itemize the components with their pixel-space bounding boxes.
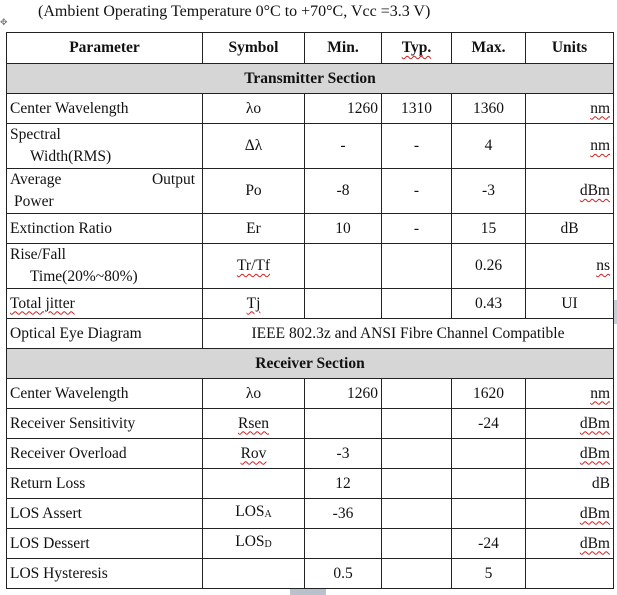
param-cell: Return Loss	[7, 469, 203, 499]
table-resize-handle[interactable]	[290, 589, 326, 595]
table-row	[7, 559, 614, 589]
max-cell	[452, 499, 526, 529]
typ-cell	[382, 529, 452, 559]
max-cell: 5	[452, 559, 526, 589]
max-cell: 1360	[452, 94, 526, 124]
symbol-cell: λo	[203, 379, 305, 409]
symbol-cell	[203, 559, 305, 589]
typ-cell: 1310	[382, 94, 452, 124]
header-min: Min.	[305, 33, 382, 64]
typ-cell: -	[382, 214, 452, 244]
table-row	[7, 244, 614, 289]
section-row-transmitter	[7, 64, 614, 94]
param-line-2: Width(RMS)	[30, 148, 112, 165]
param-cell: Center Wavelength	[7, 379, 203, 409]
symbol-cell: $LOS_A$	[203, 499, 305, 529]
section-title-transmitter: Transmitter Section	[7, 64, 614, 94]
min-cell: 12	[305, 469, 382, 499]
unit-cell: dB	[526, 469, 614, 499]
param-cell	[7, 169, 203, 214]
max-cell	[452, 439, 526, 469]
header-units: Units	[526, 33, 614, 64]
typ-cell	[382, 244, 452, 289]
typ-cell: -	[382, 169, 452, 214]
param-line-2: Power	[14, 193, 54, 210]
table-row	[7, 124, 614, 169]
min-cell: -3	[305, 439, 382, 469]
typ-cell	[382, 469, 452, 499]
max-cell: 4	[452, 124, 526, 169]
table-row	[7, 94, 614, 124]
max-cell: -24	[452, 409, 526, 439]
unit-cell: dBm	[526, 409, 614, 439]
max-cell: 15	[452, 214, 526, 244]
param-cell: Extinction Ratio	[7, 214, 203, 244]
symbol-cell: λo	[203, 94, 305, 124]
symbol-cell: Rsen	[203, 409, 305, 439]
param-cell	[7, 124, 203, 169]
unit-cell: nm	[526, 124, 614, 169]
symbol-cell: Tr/Tf	[203, 244, 305, 289]
param-line-2: Time(20%~80%)	[30, 268, 138, 285]
param-cell: Center Wavelength	[7, 94, 203, 124]
param-cell: Receiver Overload	[7, 439, 203, 469]
symbol-cell: Rov	[203, 439, 305, 469]
section-row-receiver	[7, 349, 614, 379]
min-cell: -8	[305, 169, 382, 214]
max-cell	[452, 469, 526, 499]
symbol-cell: $LOS_D$	[203, 529, 305, 559]
table-row	[7, 499, 614, 529]
table-row	[7, 319, 614, 349]
unit-cell: UI	[526, 289, 614, 319]
table-row	[7, 214, 614, 244]
param-cell: Optical Eye Diagram	[7, 319, 203, 349]
max-cell: -3	[452, 169, 526, 214]
typ-cell	[382, 409, 452, 439]
min-cell	[305, 289, 382, 319]
min-cell	[305, 529, 382, 559]
table-move-handle-icon[interactable]: ✥	[0, 17, 8, 27]
symbol-cell: Δλ	[203, 124, 305, 169]
section-title-receiver: Receiver Section	[7, 349, 614, 379]
min-cell: 0.5	[305, 559, 382, 589]
param-cell: LOS Hysteresis	[7, 559, 203, 589]
table-row	[7, 409, 614, 439]
unit-cell: ns	[526, 244, 614, 289]
typ-cell	[382, 439, 452, 469]
min-cell	[305, 409, 382, 439]
typ-cell	[382, 289, 452, 319]
min-cell: 1260	[305, 94, 382, 124]
max-cell: -24	[452, 529, 526, 559]
typ-cell	[382, 499, 452, 529]
max-cell: 0.26	[452, 244, 526, 289]
unit-cell: dBm	[526, 439, 614, 469]
symbol-cell: Er	[203, 214, 305, 244]
unit-cell	[526, 559, 614, 589]
unit-cell: nm	[526, 94, 614, 124]
typ-cell	[382, 379, 452, 409]
table-caption: (Ambient Operating Temperature 0°C to +70°C, Vcc =3.3 V)	[38, 3, 431, 20]
symbol-cell: Po	[203, 169, 305, 214]
min-cell	[305, 244, 382, 289]
param-line-1: Rise/Fall	[10, 246, 66, 263]
unit-cell: dB	[526, 214, 614, 244]
max-cell: 0.43	[452, 289, 526, 319]
param-cell: LOS Assert	[7, 499, 203, 529]
spec-table	[6, 32, 614, 589]
min-cell: -36	[305, 499, 382, 529]
header-max: Max.	[452, 33, 526, 64]
unit-cell: dBm	[526, 499, 614, 529]
param-cell: Total jitter	[7, 289, 203, 319]
unit-cell: nm	[526, 379, 614, 409]
header-parameter: Parameter	[7, 33, 203, 64]
header-typ: Typ.	[382, 33, 452, 64]
param-line-1: Spectral	[10, 126, 61, 143]
param-cell: LOS Dessert	[7, 529, 203, 559]
min-cell: 10	[305, 214, 382, 244]
table-row	[7, 379, 614, 409]
header-row	[7, 33, 614, 64]
param-cell: Receiver Sensitivity	[7, 409, 203, 439]
table-row	[7, 439, 614, 469]
table-row	[7, 529, 614, 559]
min-cell: -	[305, 124, 382, 169]
table-row	[7, 169, 614, 214]
compliance-cell: IEEE 802.3z and ANSI Fibre Channel Compatible	[203, 319, 614, 349]
param-cell	[7, 244, 203, 289]
max-cell: 1620	[452, 379, 526, 409]
min-cell: 1260	[305, 379, 382, 409]
typ-cell	[382, 559, 452, 589]
header-symbol: Symbol	[203, 33, 305, 64]
param-line-1: Average Output	[10, 171, 195, 188]
unit-cell: dBm	[526, 169, 614, 214]
typ-cell: -	[382, 124, 452, 169]
symbol-cell: Tj	[203, 289, 305, 319]
symbol-cell	[203, 469, 305, 499]
unit-cell: dBm	[526, 529, 614, 559]
table-row	[7, 289, 614, 319]
table-row	[7, 469, 614, 499]
